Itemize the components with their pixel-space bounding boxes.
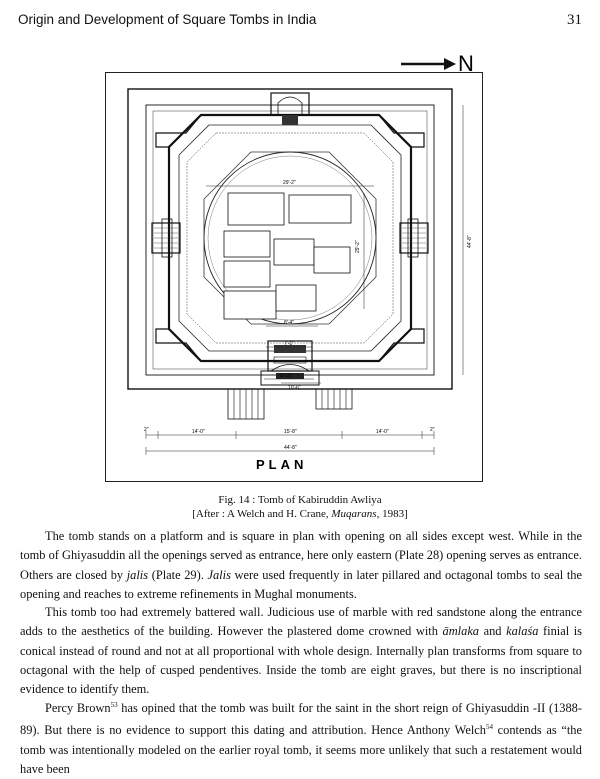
dim-label: 44'-8" xyxy=(284,445,297,451)
south-projection xyxy=(152,219,180,257)
dim-label: 14'-0" xyxy=(376,429,389,435)
west-projection xyxy=(271,93,309,125)
figure-plan-drawing xyxy=(105,51,483,482)
caption-line-2: [After : A Welch and H. Crane, Muqarans, 1983] xyxy=(192,508,408,520)
dim-label: 8'-4" xyxy=(284,320,294,326)
dim-label: 15'-8" xyxy=(284,429,297,435)
plan-label: PLAN xyxy=(256,457,308,472)
paragraph-3: Percy Brown$^{53}$ has opined that the tomb was built for the saint in the short reign of Ghiyasuddin -II (1388-89). But there is no evidence to support this dating and attribution. Hence Anthony Welch$^{54}$ contends as “the tomb was intentionally modeled on the earlier royal tomb, it seems more unlikely that such a restatement would have been xyxy=(20,701,582,777)
dim-label: 7'-1" xyxy=(284,341,294,347)
dim-label: 2" xyxy=(144,427,149,433)
plan-svg xyxy=(106,51,484,483)
running-title: Origin and Development of Square Tombs in India xyxy=(18,12,317,27)
graves xyxy=(224,193,351,319)
page-number: 31 xyxy=(567,12,582,28)
dimension-lines xyxy=(146,105,463,455)
caption-line-1: Fig. 14 : Tomb of Kabiruddin Awliya xyxy=(218,494,382,506)
dim-label: 14'-0" xyxy=(192,429,205,435)
dim-label: 44'-8" xyxy=(467,235,473,248)
paragraph-2: This tomb too had extremely battered wall. Judicious use of marble with red sandstone along the entrance adds to the aesthetics of the building. However the plastered dome crowned with āmlaka and kalaśa finial is conical instead of round and not at all proportional with whole design. Internally plan transforms from square to octagonal with the help of cusped pendentives. Inside the tomb are eight graves, but there is no inscriptional evidence to identify them. xyxy=(20,605,583,697)
paragraph-1: The tomb stands on a platform and is square in plan with opening on all sides except west. While in the tomb of Ghiyasuddin all the openings served as entrance, here only eastern (Plate 28) opening serves as entrance. Others are closed by jalis (Plate 29). Jalis were used frequently in later pillared and octagonal tombs to seal the opening and reaches to extreme refinements in Mughal monuments. xyxy=(20,529,582,601)
footnote-ref-54: 54 xyxy=(486,723,493,732)
footnote-ref-53: 53 xyxy=(110,701,118,709)
north-projection xyxy=(400,219,428,257)
north-label: N xyxy=(458,51,474,76)
figure-caption xyxy=(0,493,600,521)
running-header xyxy=(18,12,582,34)
dim-label: 29'-2" xyxy=(283,180,296,186)
dim-label: 2" xyxy=(430,427,435,433)
entrance-steps xyxy=(228,389,352,419)
north-arrow-icon xyxy=(401,58,456,70)
dim-label: 29'-2" xyxy=(355,240,361,253)
dim-label: 9'-10" xyxy=(280,373,293,379)
dim-label: 10'-6" xyxy=(288,385,301,391)
